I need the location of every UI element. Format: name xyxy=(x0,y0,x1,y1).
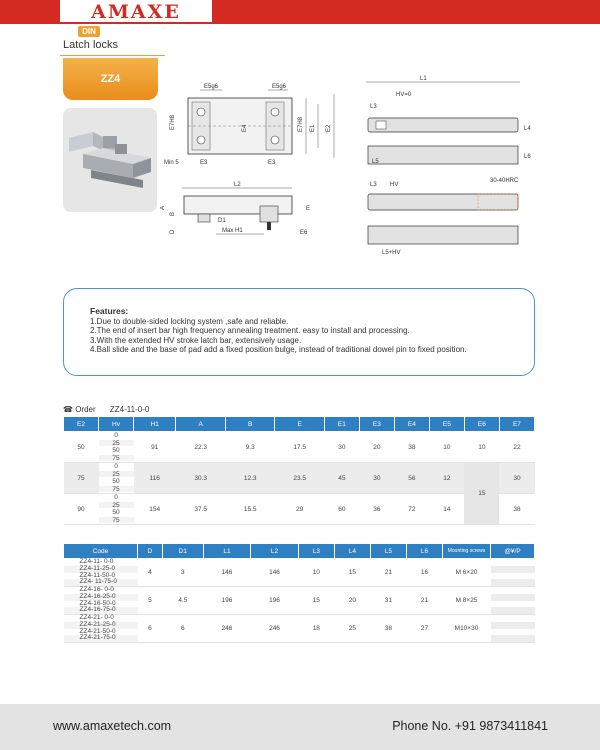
cell: 0 xyxy=(99,463,134,471)
cell: 3 xyxy=(162,559,203,587)
cell: ZZ4-21- 0-0 xyxy=(64,615,138,622)
latch-lock-illustration xyxy=(63,108,157,212)
feature-item: 3.With the extended HV stroke latch bar, extensively usage. xyxy=(90,335,302,345)
code-cell xyxy=(64,615,138,643)
dim-min5: Min 5 xyxy=(164,160,179,166)
cell: 25 xyxy=(334,615,370,643)
cell: 75 xyxy=(64,463,99,494)
order-label: Order xyxy=(75,405,96,414)
cell: ZZ4-21-75-0 xyxy=(64,635,138,642)
col-e5: E5 xyxy=(429,417,464,432)
cell: ZZ4-16-25-0 xyxy=(64,594,138,601)
table-row xyxy=(64,615,535,643)
cell: 30 xyxy=(359,463,394,494)
dim-e1: E1 xyxy=(310,124,316,132)
cell: 50 xyxy=(64,432,99,463)
col-e3: E3 xyxy=(359,417,394,432)
cell: 22 xyxy=(499,432,534,463)
feature-item: 2.The end of insert bar high frequency annealing treatment. easy to install and processing. xyxy=(90,326,410,336)
col-l2: L2 xyxy=(251,544,299,559)
col-e: E xyxy=(275,417,324,432)
phone-number: Phone No. +91 9873411841 xyxy=(392,719,548,733)
dim-l4: L4 xyxy=(524,126,531,132)
website-link[interactable]: www.amaxetech.com xyxy=(53,719,172,733)
table-row xyxy=(64,587,535,615)
category-title: Latch locks xyxy=(63,39,119,51)
cell: 18 xyxy=(298,615,334,643)
dim-e6: E6 xyxy=(300,230,308,236)
dim-d: D xyxy=(170,229,176,234)
cell: 9.3 xyxy=(225,432,274,463)
feature-item: 1.Due to double-sided locking system ,safe and reliable. xyxy=(90,316,289,326)
dim-d1: D1 xyxy=(218,218,226,224)
cell: 50 xyxy=(99,478,134,486)
dim-e5g6-left: E5g6 xyxy=(204,84,219,90)
col-e7: E7 xyxy=(499,417,534,432)
col-d: D xyxy=(138,544,163,559)
cell: 38 xyxy=(394,432,429,463)
cell: ZZ4- 11-75-0 xyxy=(64,579,138,586)
price-cell xyxy=(491,559,535,587)
cell: ZZ4-11-25-0 xyxy=(64,566,138,573)
cell: 196 xyxy=(203,587,251,615)
cell: 50 xyxy=(99,509,134,517)
product-photo xyxy=(63,108,157,212)
order-line xyxy=(63,405,149,414)
cell: 20 xyxy=(334,587,370,615)
cell: 146 xyxy=(203,559,251,587)
hv-cell xyxy=(99,494,134,525)
price-cell xyxy=(491,587,535,615)
cell: 75 xyxy=(99,455,134,463)
cell: 0 xyxy=(99,494,134,502)
cell: 246 xyxy=(251,615,299,643)
cell: 38 xyxy=(370,615,406,643)
cell: 146 xyxy=(251,559,299,587)
dim-e5g6-right: E5g6 xyxy=(272,84,287,90)
col-l5: L5 xyxy=(370,544,406,559)
col-h1: H1 xyxy=(134,417,176,432)
cell: 16 xyxy=(406,559,442,587)
dim-l3: L3 xyxy=(370,182,377,188)
dim-l3-top: L3 xyxy=(370,104,377,110)
cell: 25 xyxy=(99,471,134,479)
cell: M10×30 xyxy=(443,615,491,643)
cell: 90 xyxy=(64,494,99,525)
cell: 30.3 xyxy=(176,463,225,494)
cell: 5 xyxy=(138,587,163,615)
brand-logo-text: AMAXE xyxy=(91,1,181,23)
cell: 45 xyxy=(324,463,359,494)
table-header-row xyxy=(64,544,535,559)
codes-table xyxy=(63,543,535,643)
dim-e3-right: E3 xyxy=(268,160,276,166)
footer xyxy=(0,704,600,750)
cell: M 6×20 xyxy=(443,559,491,587)
cell: 22.3 xyxy=(176,432,225,463)
dim-e3-left: E3 xyxy=(200,160,208,166)
dim-e7h8: E7H8 xyxy=(170,114,176,130)
cell: 12.3 xyxy=(225,463,274,494)
cell: 30 xyxy=(499,463,534,494)
cell: ZZ4-16- 0-0 xyxy=(64,587,138,594)
cell: 246 xyxy=(203,615,251,643)
col-a: A xyxy=(176,417,225,432)
din-badge: DIN xyxy=(78,26,100,37)
cell: ZZ4-21-50-0 xyxy=(64,629,138,636)
col-e4: E4 xyxy=(394,417,429,432)
col-e2: E2 xyxy=(64,417,99,432)
cell: 10 xyxy=(298,559,334,587)
cell: ZZ4-16-75-0 xyxy=(64,607,138,614)
cell: 37.5 xyxy=(176,494,225,525)
dim-e4: E4 xyxy=(242,124,248,132)
cell: 31 xyxy=(370,587,406,615)
cell: M 8×25 xyxy=(443,587,491,615)
features-box xyxy=(63,288,535,376)
cell: ZZ4-11- 0-0 xyxy=(64,559,138,566)
cell: 10 xyxy=(464,432,499,463)
table-header-row xyxy=(64,417,535,432)
table-row xyxy=(64,463,535,494)
col-hv: Hv xyxy=(99,417,134,432)
cell: ZZ4-16-50-0 xyxy=(64,601,138,608)
code-cell xyxy=(64,587,138,615)
cell: 29 xyxy=(275,494,324,525)
dim-b: B xyxy=(170,211,176,216)
dim-hv0: HV=0 xyxy=(396,92,412,98)
cell: 196 xyxy=(251,587,299,615)
cell: 36 xyxy=(359,494,394,525)
dimensions-table xyxy=(63,416,535,525)
cell: 116 xyxy=(134,463,176,494)
dim-a: A xyxy=(160,205,166,210)
price-cell xyxy=(491,615,535,643)
model-tab xyxy=(63,58,158,100)
technical-drawing xyxy=(160,70,540,270)
cell: 56 xyxy=(394,463,429,494)
cell: 15 xyxy=(464,463,499,525)
dim-l1: L1 xyxy=(420,76,427,82)
col-l1: L1 xyxy=(203,544,251,559)
col-price: @¥/P xyxy=(491,544,535,559)
cell: 6 xyxy=(162,615,203,643)
model-name: ZZ4 xyxy=(100,73,121,85)
dim-e2: E2 xyxy=(326,124,332,132)
cell: 25 xyxy=(99,440,134,448)
col-l6: L6 xyxy=(406,544,442,559)
table-row xyxy=(64,432,535,463)
cell: 17.5 xyxy=(275,432,324,463)
brand-logo xyxy=(60,0,212,24)
cell: 4 xyxy=(138,559,163,587)
table-row xyxy=(64,559,535,587)
cell: 21 xyxy=(370,559,406,587)
dim-l5: L5 xyxy=(372,159,379,165)
col-d1: D1 xyxy=(162,544,203,559)
hv-cell xyxy=(99,432,134,463)
cell: 25 xyxy=(99,502,134,510)
hv-cell xyxy=(99,463,134,494)
cell: 154 xyxy=(134,494,176,525)
col-b: B xyxy=(225,417,274,432)
dim-l2: L2 xyxy=(234,182,241,188)
phone-icon: ☎ xyxy=(63,405,73,414)
cell: 21 xyxy=(406,587,442,615)
hardness-spec: 30-40HRC xyxy=(490,178,519,184)
col-l4: L4 xyxy=(334,544,370,559)
dim-hv: HV xyxy=(390,182,399,188)
cell: 23.5 xyxy=(275,463,324,494)
cell: ZZ4-21-25-0 xyxy=(64,622,138,629)
cell: 15 xyxy=(334,559,370,587)
category-divider xyxy=(60,55,165,56)
col-e6: E6 xyxy=(464,417,499,432)
features-title: Features: xyxy=(90,306,129,316)
dim-e7h8-right: E7H8 xyxy=(298,116,304,132)
cell: 15.5 xyxy=(225,494,274,525)
cell: 60 xyxy=(324,494,359,525)
cell: 10 xyxy=(429,432,464,463)
cell: ZZ4-11-50-0 xyxy=(64,573,138,580)
cell: 0 xyxy=(99,432,134,440)
cell: 6 xyxy=(138,615,163,643)
cell: 75 xyxy=(99,486,134,494)
cell: 4.5 xyxy=(162,587,203,615)
dim-e: E xyxy=(306,206,311,212)
table-row xyxy=(64,494,535,525)
cell: 15 xyxy=(298,587,334,615)
cell: 75 xyxy=(99,517,134,525)
cell: 38 xyxy=(499,494,534,525)
col-l3: L3 xyxy=(298,544,334,559)
cell: 20 xyxy=(359,432,394,463)
col-e1: E1 xyxy=(324,417,359,432)
code-cell xyxy=(64,559,138,587)
cell: 50 xyxy=(99,447,134,455)
col-code: Code xyxy=(64,544,138,559)
cell: 14 xyxy=(429,494,464,525)
cell: 72 xyxy=(394,494,429,525)
cell: 27 xyxy=(406,615,442,643)
cell: 30 xyxy=(324,432,359,463)
dim-l6: L6 xyxy=(524,154,531,160)
dim-l5-hv: L5+HV xyxy=(382,250,401,256)
dim-max-h1: Max H1 xyxy=(222,228,243,234)
feature-item: 4.Ball slide and the base of pad add a fixed position bulge, instead of traditional dowel pin to fixed position. xyxy=(90,345,467,355)
order-code: ZZ4-11-0-0 xyxy=(109,405,150,414)
cell: 12 xyxy=(429,463,464,494)
col-mounting-screws: Mounting screws xyxy=(443,544,491,559)
cell: 91 xyxy=(134,432,176,463)
